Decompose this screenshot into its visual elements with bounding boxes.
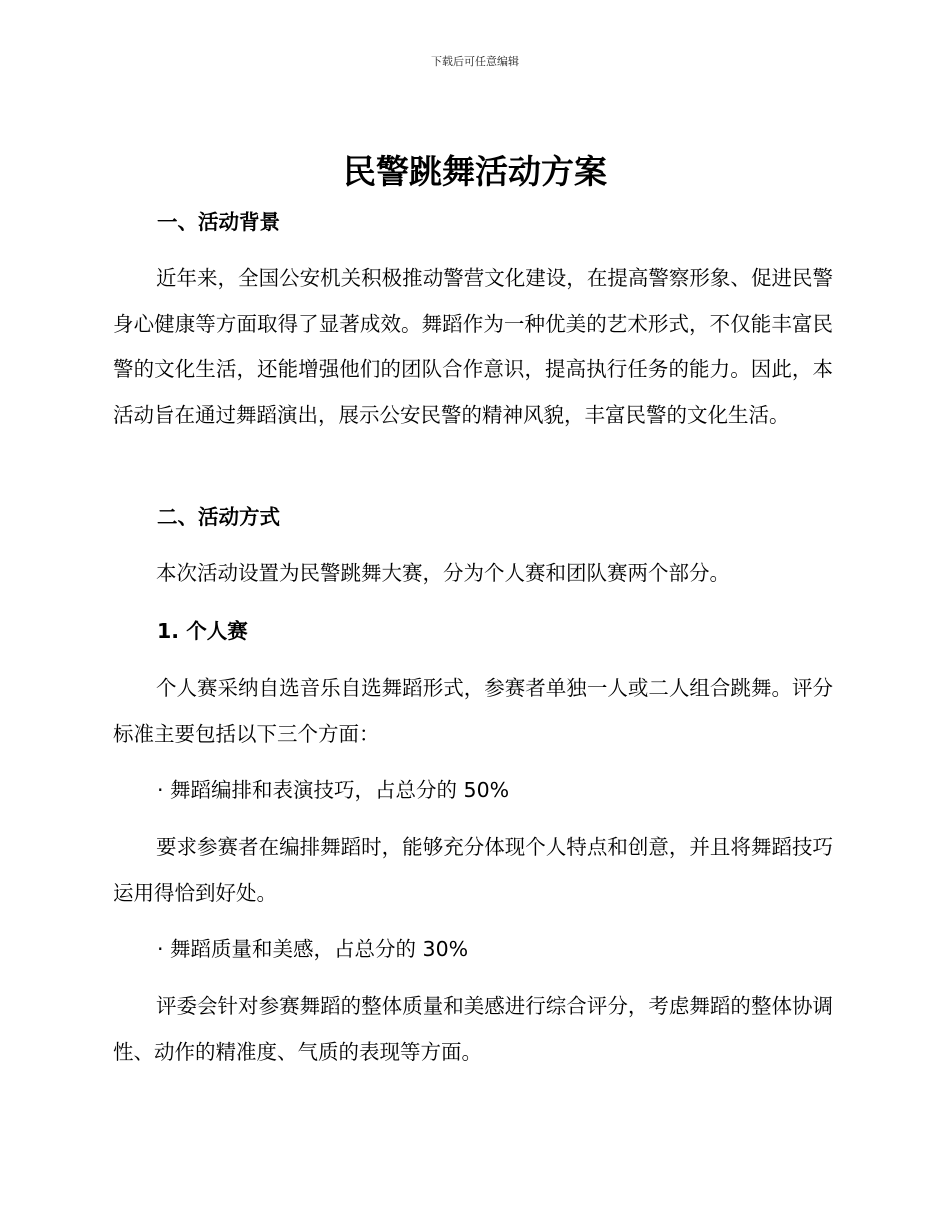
subsection-heading-individual: 1. 个人赛 — [157, 619, 248, 643]
paragraph-quality: 评委会针对参赛舞蹈的整体质量和美感进行综合评分，考虑舞蹈的整体协调性、动作的精准度、气质的表现等方面。 — [113, 994, 833, 1064]
document-title: 民警跳舞活动方案 — [343, 152, 607, 191]
section-heading-method: 二、活动方式 — [157, 505, 280, 529]
paragraph-individual: 个人赛采纳自选音乐自选舞蹈形式，参赛者单独一人或二人组合跳舞。评分标准主要包括以下三个方面： — [113, 676, 833, 746]
paragraph-background: 近年来，全国公安机关积极推动警营文化建设，在提高警察形象、促进民警身心健康等方面取得了显著成效。舞蹈作为一种优美的艺术形式，不仅能丰富民警的文化生活，还能增强他们的团队合作意识，提高执行任务的能力。因此，本活动旨在通过舞蹈演出，展示公安民警的精神风貌，丰富民警的文化生活。 — [113, 266, 833, 427]
bullet-choreography: · 舞蹈编排和表演技巧，占总分的 50% — [157, 778, 510, 802]
header-note: 下载后可任意编辑 — [431, 55, 519, 68]
bullet-quality: · 舞蹈质量和美感，占总分的 30% — [157, 937, 469, 961]
paragraph-choreography: 要求参赛者在编排舞蹈时，能够充分体现个人特点和创意，并且将舞蹈技巧运用得恰到好处。 — [113, 835, 833, 905]
section-heading-background: 一、活动背景 — [157, 210, 280, 234]
paragraph-method: 本次活动设置为民警跳舞大赛，分为个人赛和团队赛两个部分。 — [156, 561, 730, 585]
